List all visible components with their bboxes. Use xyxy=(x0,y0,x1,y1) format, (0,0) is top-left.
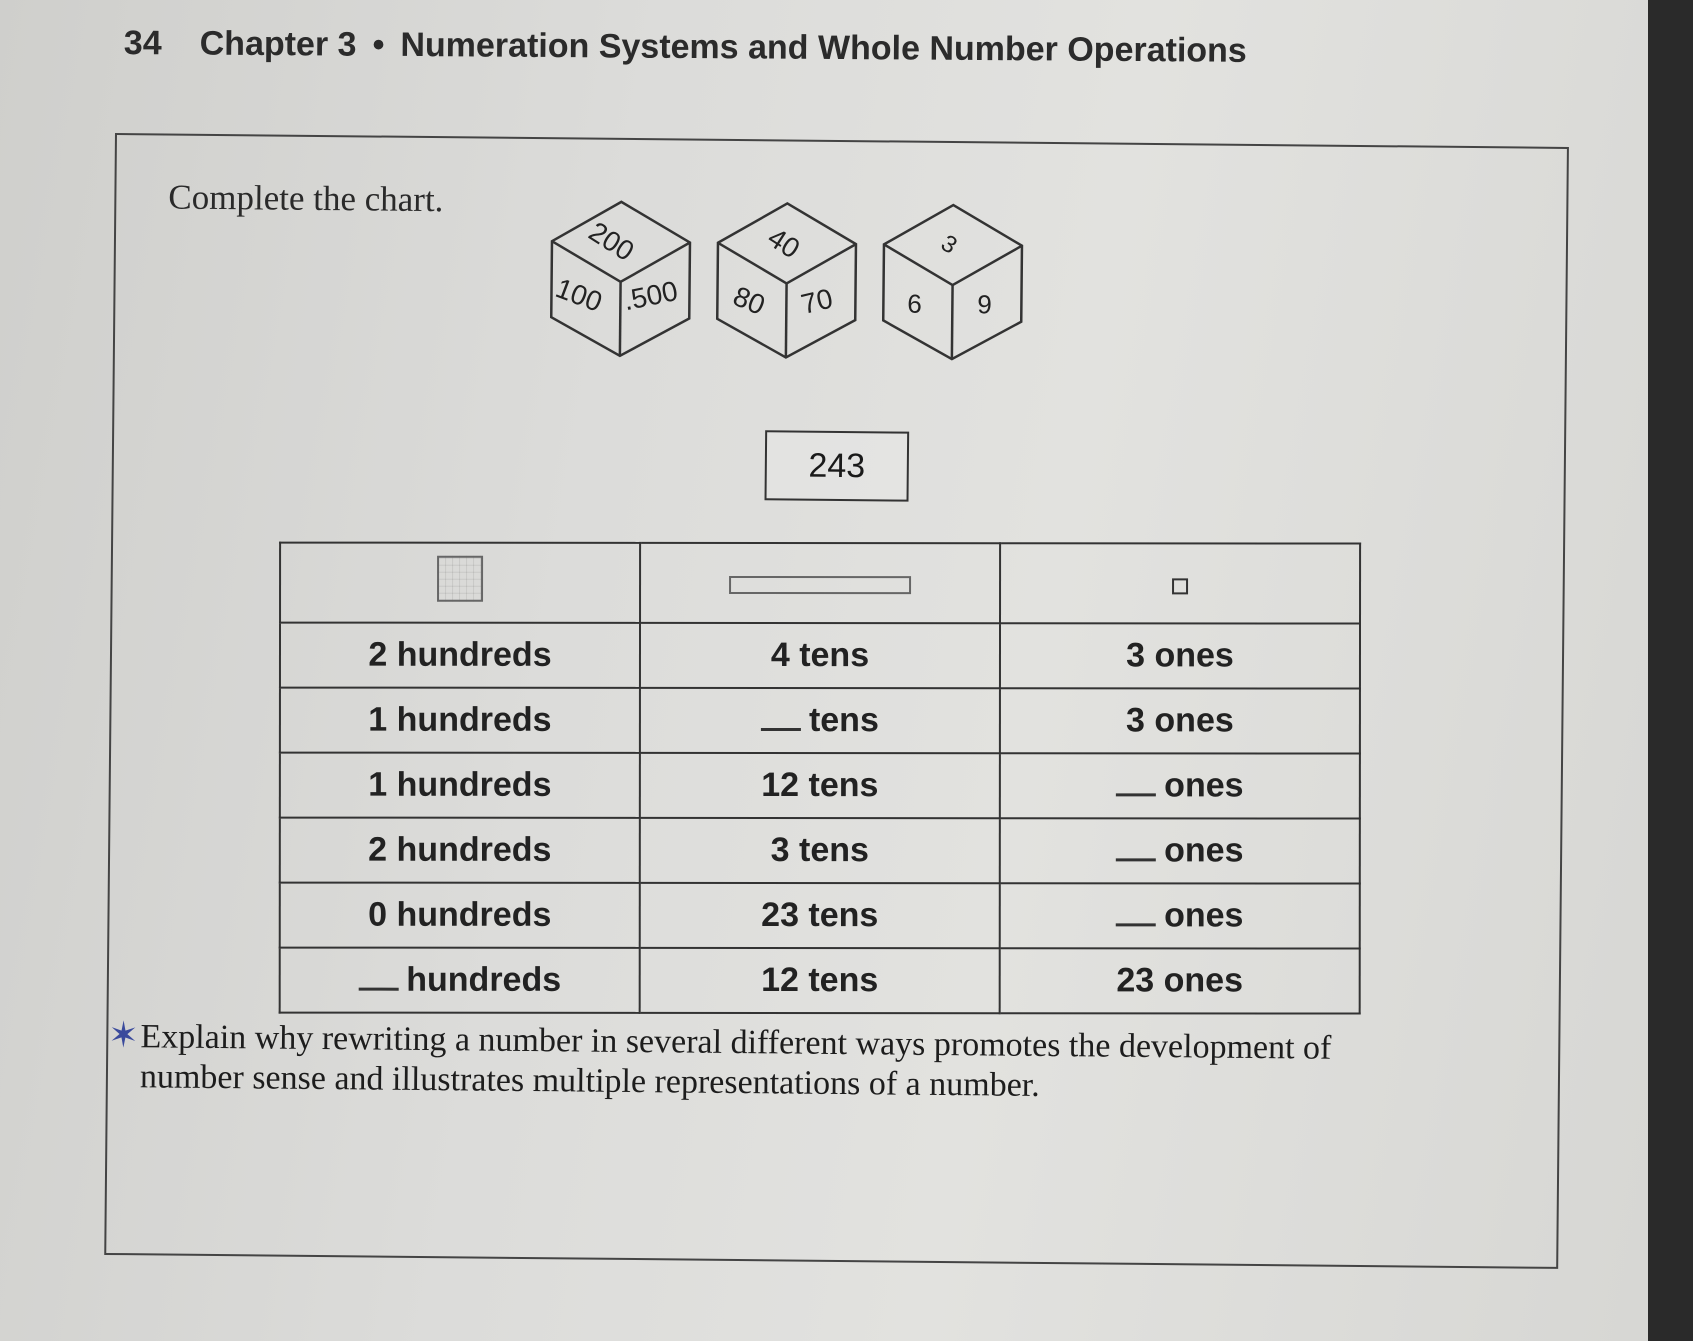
hundreds-cell xyxy=(280,818,640,883)
ones-cell xyxy=(1000,688,1360,753)
cell-text: 1 hundreds xyxy=(368,700,552,739)
tens-cell xyxy=(640,948,1000,1013)
tens-cell xyxy=(640,623,1000,688)
explain-prompt xyxy=(108,1015,1429,1110)
cube-face-left: 80 xyxy=(728,280,770,321)
answer-blank[interactable] xyxy=(1116,923,1156,926)
cell-text: 2 hundreds xyxy=(368,830,552,869)
hundreds-cell[interactable] xyxy=(280,948,640,1013)
cube-face-top: 40 xyxy=(762,221,806,265)
cube-outline xyxy=(711,199,863,360)
exercise-frame xyxy=(104,133,1569,1269)
hundreds-cell xyxy=(280,623,640,688)
ones-cube xyxy=(877,200,1029,361)
cell-text: tens xyxy=(808,701,879,740)
table-row xyxy=(280,818,1360,884)
cube-face-left: 6 xyxy=(907,288,923,319)
tens-cell[interactable] xyxy=(640,688,1000,753)
cell-text: 2 hundreds xyxy=(368,635,552,674)
ones-cell[interactable] xyxy=(1000,883,1360,948)
cell-text: ones xyxy=(1164,831,1244,870)
cell-text: 1 hundreds xyxy=(368,765,552,804)
answer-blank[interactable] xyxy=(358,988,398,991)
chapter-label: Chapter 3 xyxy=(199,24,357,64)
cell-text: ones xyxy=(1164,766,1244,805)
explain-text-1: Explain why rewriting a number in several different ways promotes the development of xyxy=(140,1018,1332,1067)
page-number: 34 xyxy=(123,24,162,63)
chapter-title: Numeration Systems and Whole Number Operations xyxy=(400,25,1247,70)
tens-cell xyxy=(640,818,1000,883)
tens-cell xyxy=(640,883,1000,948)
tens-cell xyxy=(640,753,1000,818)
place-value-chart xyxy=(279,542,1361,1015)
cube-outline xyxy=(877,200,1029,361)
ones-cell xyxy=(1000,948,1360,1013)
tens-rod-icon xyxy=(729,575,911,593)
cell-text: 3 ones xyxy=(1126,636,1234,675)
instruction-text: Complete the chart. xyxy=(168,177,444,220)
table-row xyxy=(280,623,1360,689)
cube-face-top: 3 xyxy=(936,229,962,260)
hundreds-cube xyxy=(545,197,697,358)
cube-face-right: .500 xyxy=(620,275,681,317)
cell-text: 3 ones xyxy=(1126,701,1234,740)
ones-column-header xyxy=(1000,543,1360,623)
answer-blank[interactable] xyxy=(761,728,801,731)
ones-unit-icon xyxy=(1172,578,1188,594)
target-number-box: 243 xyxy=(765,430,910,501)
cell-text: 0 hundreds xyxy=(368,895,552,934)
page-header xyxy=(124,24,1247,71)
cube-face-right: 70 xyxy=(798,282,836,320)
cube-face-top: 200 xyxy=(583,215,640,267)
cube-face-left: 100 xyxy=(551,272,607,318)
table-header-row xyxy=(280,543,1360,624)
tens-column-header xyxy=(640,543,1000,623)
table-row xyxy=(280,883,1360,949)
cube-face-right: 9 xyxy=(977,289,993,320)
hundreds-cell xyxy=(280,753,640,818)
answer-blank[interactable] xyxy=(1116,793,1156,796)
hundreds-column-header xyxy=(280,543,640,623)
cell-text: 12 tens xyxy=(761,961,879,1000)
cell-text: hundreds xyxy=(406,960,562,999)
table-row xyxy=(280,688,1360,754)
answer-blank[interactable] xyxy=(1116,858,1156,861)
ones-cell[interactable] xyxy=(1000,753,1360,818)
page-edge-shadow xyxy=(1648,0,1693,1341)
tens-cube xyxy=(711,199,863,360)
explain-line-2: number sense and illustrates multiple representations of a number. xyxy=(139,1058,1040,1104)
ones-cell xyxy=(1000,623,1360,688)
table-row xyxy=(280,948,1360,1014)
cell-text: ones xyxy=(1164,896,1244,935)
ones-cell[interactable] xyxy=(1000,818,1360,883)
table-row xyxy=(280,753,1360,819)
cell-text: 4 tens xyxy=(770,636,870,675)
header-bullet: • xyxy=(372,25,385,64)
hundreds-cell xyxy=(280,883,640,948)
cell-text: 23 tens xyxy=(761,896,879,935)
hundreds-flat-icon xyxy=(437,555,483,601)
hundreds-cell xyxy=(280,688,640,753)
star-mark-icon: ✶ xyxy=(108,1014,139,1056)
cell-text: 23 ones xyxy=(1116,961,1244,1000)
cell-text: 3 tens xyxy=(770,831,869,870)
cell-text: 12 tens xyxy=(761,766,879,805)
